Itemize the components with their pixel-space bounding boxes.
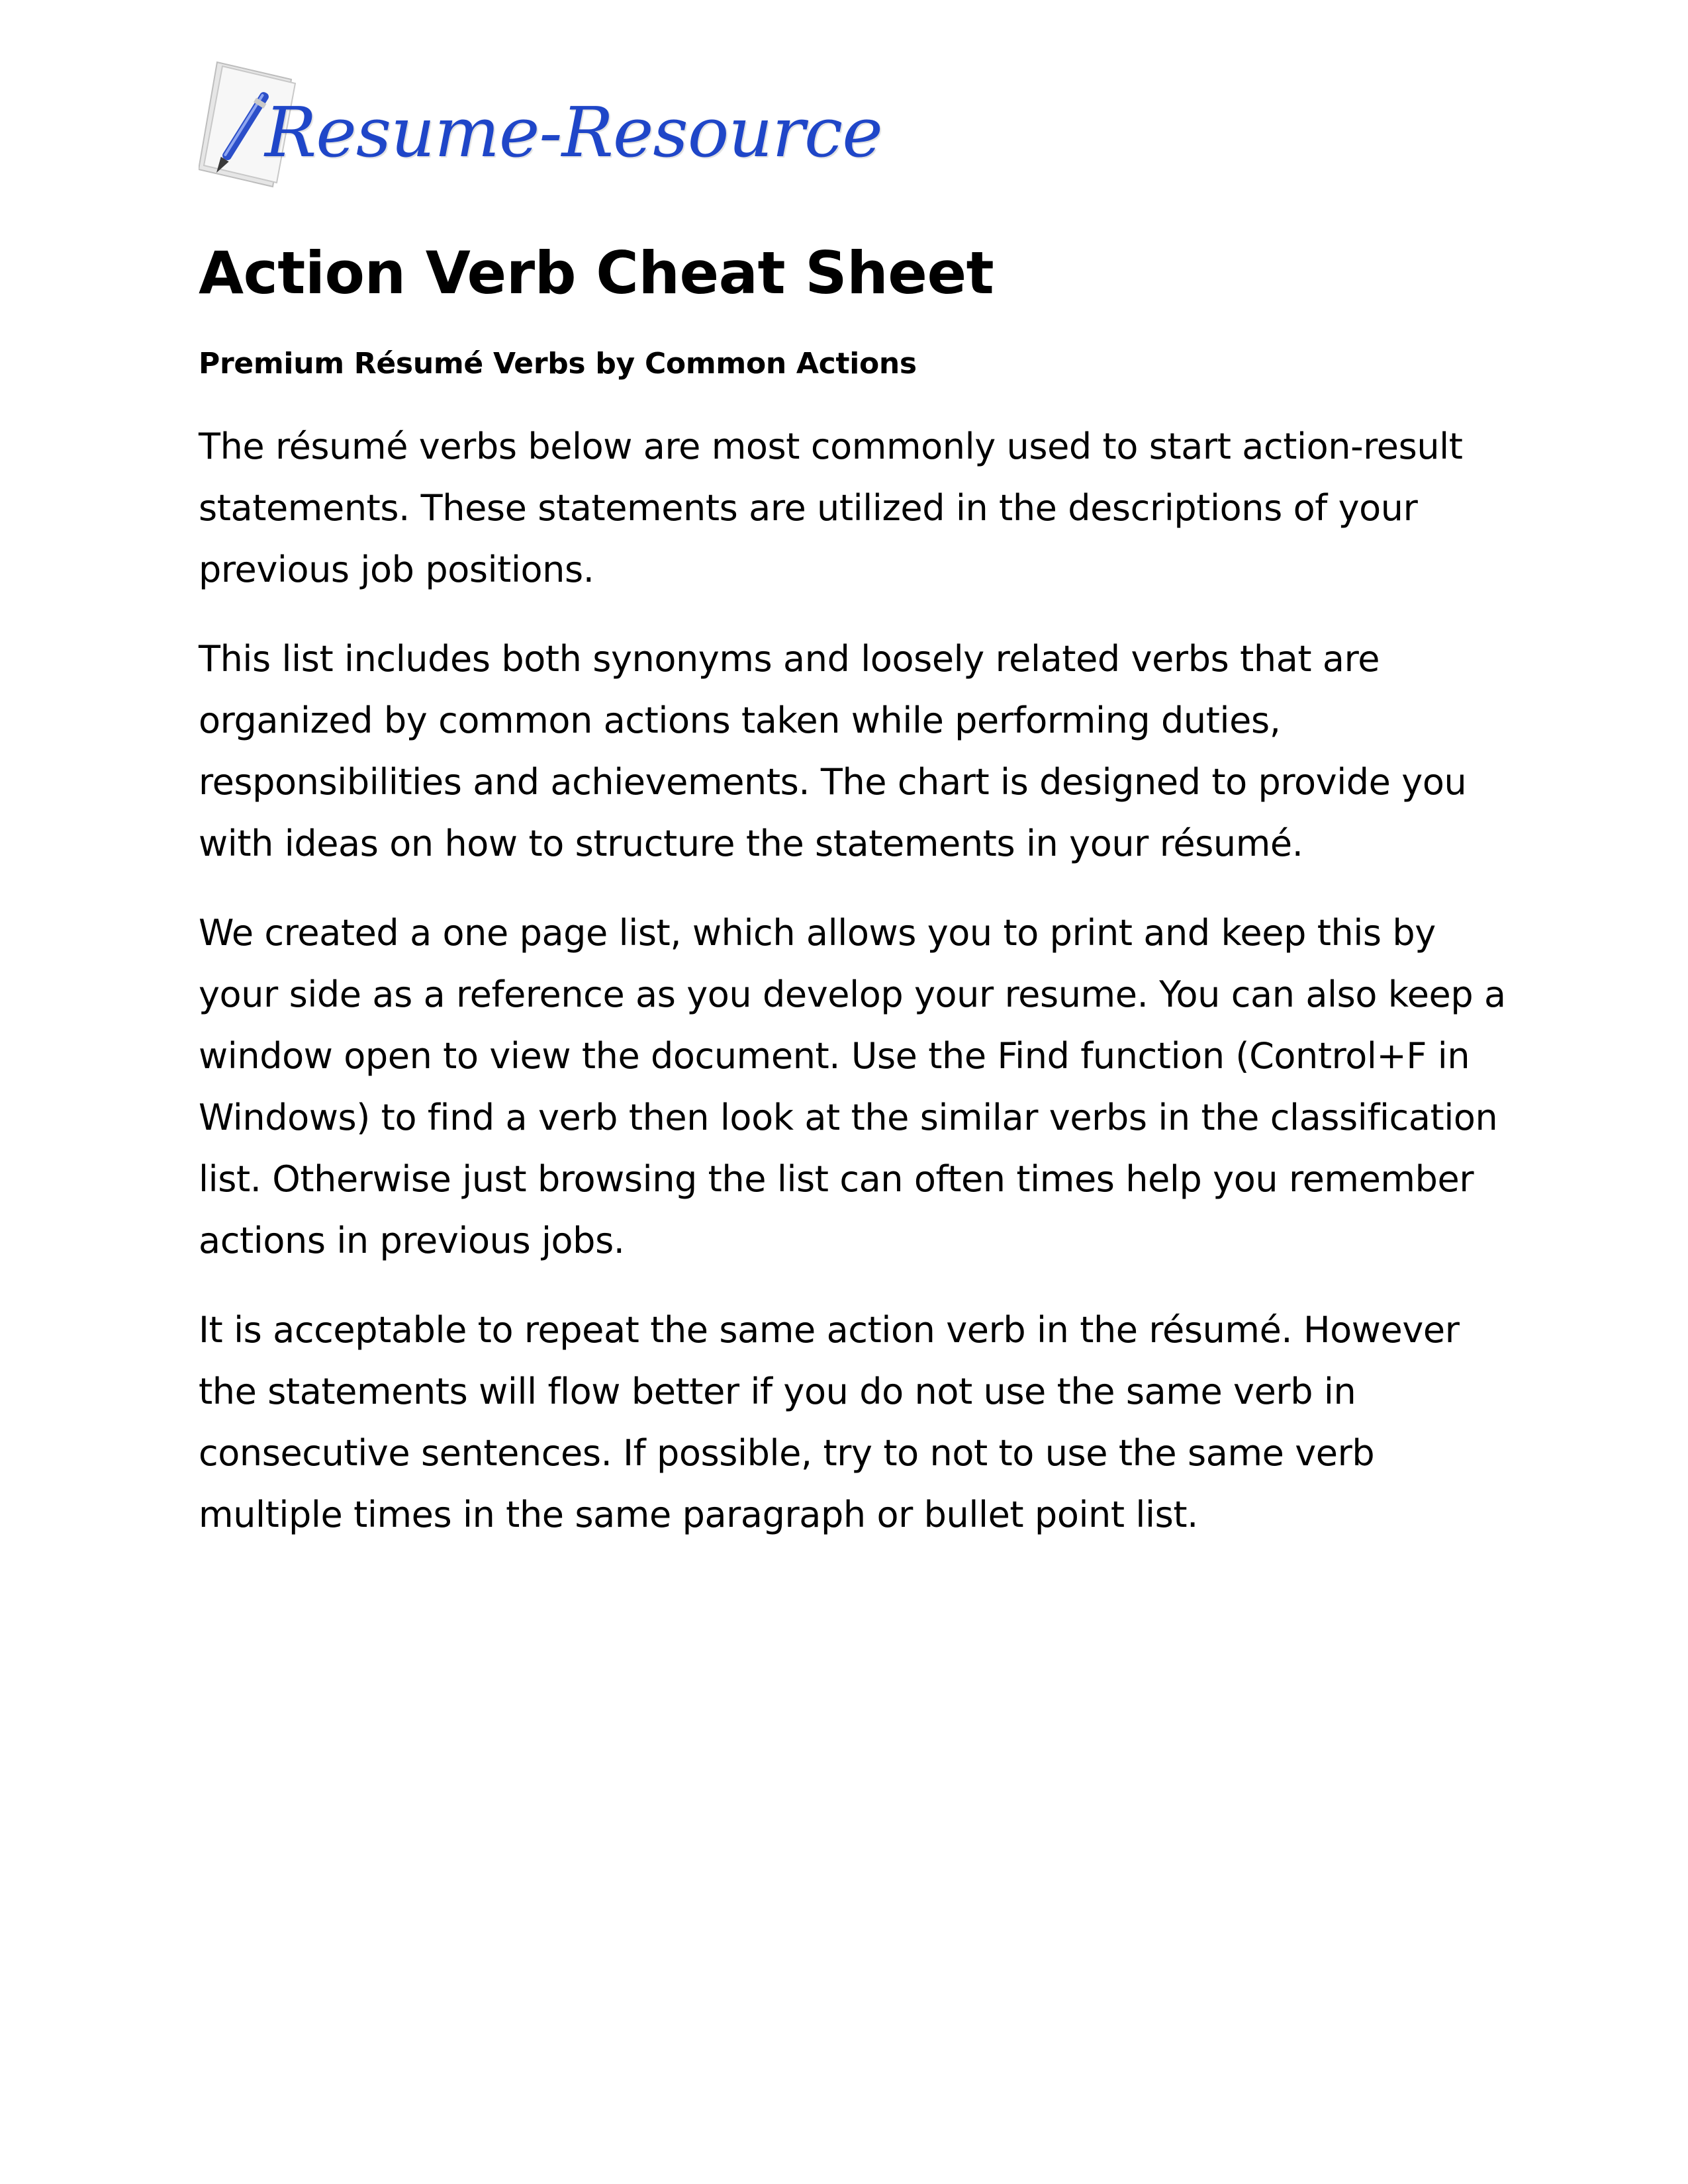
resume-resource-logo bbox=[199, 57, 882, 189]
paragraph-usage: We created a one page list, which allows you to print and keep this by your side as a reference as you develop your resume. You can also keep a window open to view the document. Use the Find function (Control+F in Windows) to find a verb then look at the similar verbs in the classification list. Otherwise just browsing the list can often times help you remember actions in previous jobs. bbox=[199, 912, 1506, 1262]
paragraph-repetition: It is acceptable to repeat the same action verb in the résumé. However the statements will flow better if you do not use the same verb in consecutive sentences. If possible, try to not to use the same verb multiple times in the same paragraph or bullet point list. bbox=[199, 1309, 1460, 1536]
page-title: Action Verb Cheat Sheet bbox=[199, 239, 994, 307]
paragraph-organization: This list includes both synonyms and loosely related verbs that are organized by common actions taken while performing duties, responsibilities and achievements. The chart is designed to provide you with ideas on how to structure the statements in your résumé. bbox=[199, 638, 1467, 865]
logo-text: Resume-Resource bbox=[265, 92, 882, 173]
document-body bbox=[199, 238, 1516, 1545]
paragraph-intro: The résumé verbs below are most commonly used to start action-result statements. These statements are utilized in the descriptions of your previous job positions. bbox=[199, 426, 1463, 591]
page-subtitle: Premium Résumé Verbs by Common Actions bbox=[199, 346, 917, 381]
